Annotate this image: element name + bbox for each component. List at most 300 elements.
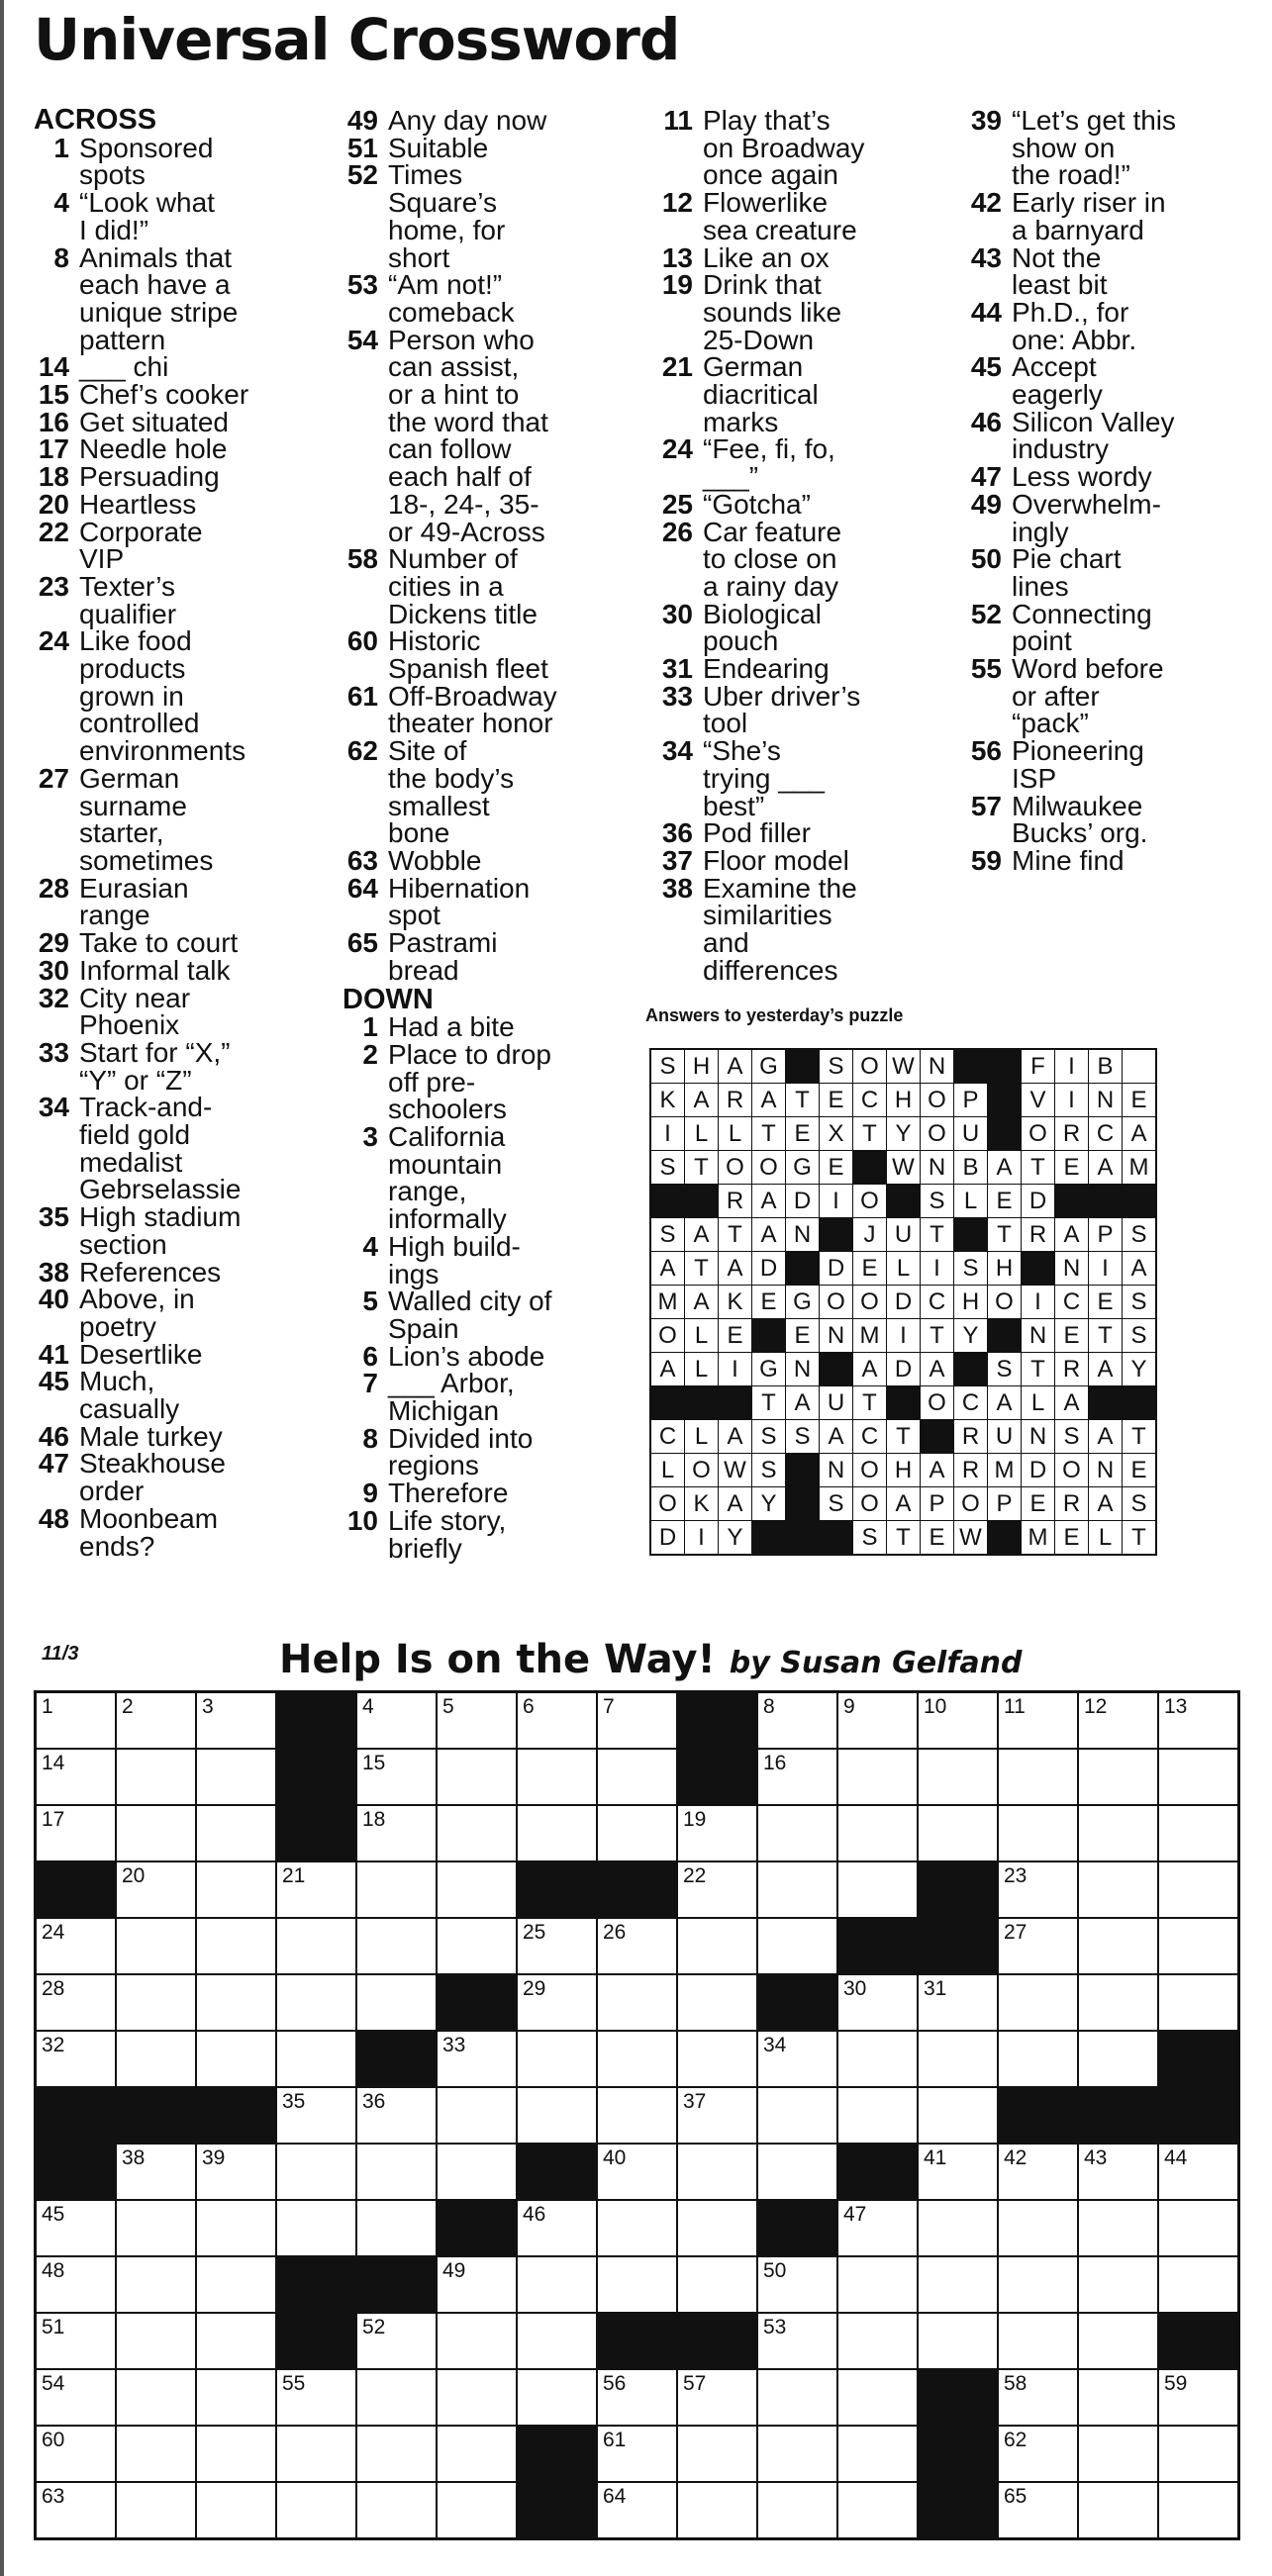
grid-cell[interactable] bbox=[837, 2369, 918, 2426]
black-square bbox=[918, 1861, 998, 1918]
answer-letter: S bbox=[988, 1353, 1022, 1386]
cell-number: 44 bbox=[1164, 2147, 1188, 2169]
grid-cell[interactable] bbox=[36, 2482, 117, 2539]
grid-cell[interactable] bbox=[757, 2369, 837, 2426]
answer-letter: G bbox=[752, 1049, 786, 1084]
grid-cell[interactable] bbox=[1158, 2426, 1239, 2482]
grid-cell[interactable] bbox=[356, 1805, 437, 1861]
grid-cell[interactable] bbox=[998, 2369, 1078, 2426]
grid-cell[interactable] bbox=[677, 2426, 757, 2482]
grid-row bbox=[36, 2144, 1239, 2200]
grid-cell[interactable] bbox=[1158, 1861, 1239, 1918]
grid-cell[interactable] bbox=[356, 2369, 437, 2426]
grid-cell[interactable] bbox=[196, 1692, 276, 1750]
grid-cell[interactable] bbox=[757, 2144, 837, 2200]
answer-letter: E bbox=[1123, 1084, 1157, 1117]
grid-cell[interactable] bbox=[276, 2031, 356, 2087]
black-square bbox=[998, 2087, 1078, 2144]
grid-cell[interactable] bbox=[677, 1805, 757, 1861]
answer-black-square bbox=[752, 1319, 786, 1353]
grid-cell[interactable] bbox=[918, 1805, 998, 1861]
clue-number: 52 bbox=[346, 159, 378, 191]
grid-cell[interactable] bbox=[998, 2482, 1078, 2539]
answer-letter: N bbox=[1089, 1454, 1123, 1487]
grid-cell[interactable] bbox=[517, 2087, 597, 2144]
grid-cell[interactable] bbox=[1078, 1805, 1158, 1861]
grid-cell[interactable] bbox=[356, 1974, 437, 2031]
grid-cell[interactable] bbox=[196, 2313, 276, 2369]
cell-number: 32 bbox=[42, 2034, 65, 2056]
cell-number: 26 bbox=[603, 1921, 627, 1944]
grid-cell[interactable] bbox=[116, 2482, 196, 2539]
answer-letter: S bbox=[752, 1454, 786, 1487]
grid-row bbox=[36, 2426, 1239, 2482]
grid-cell[interactable] bbox=[837, 2031, 918, 2087]
clue-text: Flowerlike sea creature bbox=[703, 187, 857, 245]
clue-text: Number of cities in a Dickens title bbox=[388, 543, 538, 629]
cell-number: 48 bbox=[42, 2259, 65, 2282]
grid-cell[interactable] bbox=[837, 2313, 918, 2369]
answers-row bbox=[650, 1117, 1156, 1151]
answer-letter: N bbox=[1055, 1252, 1089, 1286]
grid-cell[interactable] bbox=[276, 2426, 356, 2482]
answer-black-square bbox=[988, 1084, 1022, 1117]
answer-letter: R bbox=[954, 1420, 988, 1454]
grid-cell[interactable] bbox=[757, 2087, 837, 2144]
answer-black-square bbox=[988, 1521, 1022, 1556]
answers-row bbox=[650, 1185, 1156, 1218]
grid-cell[interactable] bbox=[998, 2313, 1078, 2369]
clue-item bbox=[966, 189, 1263, 243]
grid-cell[interactable] bbox=[677, 1918, 757, 1974]
grid-cell[interactable] bbox=[36, 2031, 117, 2087]
grid-cell[interactable] bbox=[196, 1861, 276, 1918]
grid-cell[interactable] bbox=[597, 2426, 677, 2482]
grid-cell[interactable] bbox=[437, 2087, 517, 2144]
grid-cell[interactable] bbox=[36, 2256, 117, 2313]
grid-cell[interactable] bbox=[1078, 2256, 1158, 2313]
grid-cell[interactable] bbox=[276, 1861, 356, 1918]
grid-cell[interactable] bbox=[196, 1749, 276, 1805]
answer-black-square bbox=[887, 1185, 921, 1218]
clue-number: 25 bbox=[661, 488, 693, 520]
grid-cell[interactable] bbox=[517, 1918, 597, 1974]
grid-cell[interactable] bbox=[1158, 2482, 1239, 2539]
grid-cell[interactable] bbox=[757, 1861, 837, 1918]
grid-cell[interactable] bbox=[356, 2087, 437, 2144]
grid-cell[interactable] bbox=[36, 1692, 117, 1750]
grid-cell[interactable] bbox=[837, 2426, 918, 2482]
clue-text: Moonbeam ends? bbox=[79, 1502, 219, 1562]
grid-cell[interactable] bbox=[356, 1749, 437, 1805]
grid-cell[interactable] bbox=[196, 1805, 276, 1861]
answers-row bbox=[650, 1420, 1156, 1454]
grid-cell[interactable] bbox=[437, 2313, 517, 2369]
grid-cell[interactable] bbox=[597, 1749, 677, 1805]
grid-cell[interactable] bbox=[437, 2031, 517, 2087]
clue-number: 6 bbox=[362, 1340, 378, 1372]
grid-cell[interactable] bbox=[517, 2031, 597, 2087]
clue-item bbox=[342, 844, 639, 876]
grid-cell[interactable] bbox=[677, 2256, 757, 2313]
grid-cell[interactable] bbox=[116, 2426, 196, 2482]
cell-number: 16 bbox=[763, 1752, 787, 1774]
grid-cell[interactable] bbox=[196, 2482, 276, 2539]
grid-cell[interactable] bbox=[998, 2256, 1078, 2313]
answer-letter: R bbox=[719, 1084, 752, 1117]
answer-letter: A bbox=[752, 1218, 786, 1252]
answer-black-square bbox=[650, 1185, 685, 1218]
clue-item bbox=[657, 598, 954, 657]
answer-letter: C bbox=[954, 1386, 988, 1420]
grid-cell[interactable] bbox=[757, 2313, 837, 2369]
grid-cell[interactable] bbox=[1158, 2200, 1239, 2256]
grid-cell[interactable] bbox=[998, 1861, 1078, 1918]
grid-cell[interactable] bbox=[356, 2482, 437, 2539]
answer-letter: A bbox=[650, 1252, 685, 1286]
grid-cell[interactable] bbox=[36, 2369, 117, 2426]
answer-letter: K bbox=[719, 1286, 752, 1319]
cell-number: 60 bbox=[42, 2429, 65, 2451]
grid-cell[interactable] bbox=[276, 1918, 356, 1974]
grid-cell[interactable] bbox=[1158, 1974, 1239, 2031]
black-square bbox=[356, 2256, 437, 2313]
answer-black-square bbox=[1089, 1185, 1123, 1218]
grid-cell[interactable] bbox=[597, 2369, 677, 2426]
grid-cell[interactable] bbox=[116, 2144, 196, 2200]
grid-cell[interactable] bbox=[597, 2087, 677, 2144]
grid-cell[interactable] bbox=[517, 2369, 597, 2426]
grid-cell[interactable] bbox=[116, 2031, 196, 2087]
grid-cell[interactable] bbox=[757, 2256, 837, 2313]
grid-cell[interactable] bbox=[757, 2482, 837, 2539]
grid-cell[interactable] bbox=[597, 2031, 677, 2087]
clue-item bbox=[342, 1504, 639, 1564]
clue-item bbox=[342, 107, 639, 135]
clue-column-2 bbox=[342, 107, 639, 1562]
grid-cell[interactable] bbox=[597, 1974, 677, 2031]
grid-cell[interactable] bbox=[517, 2256, 597, 2313]
clue-number: 41 bbox=[38, 1338, 69, 1370]
grid-cell[interactable] bbox=[116, 1974, 196, 2031]
grid-cell[interactable] bbox=[1078, 1692, 1158, 1750]
answer-letter: D bbox=[786, 1185, 820, 1218]
grid-cell[interactable] bbox=[356, 1918, 437, 1974]
grid-cell[interactable] bbox=[437, 1692, 517, 1750]
answer-letter: T bbox=[1022, 1151, 1055, 1185]
grid-cell[interactable] bbox=[437, 2482, 517, 2539]
cell-number: 43 bbox=[1084, 2147, 1108, 2169]
grid-cell[interactable] bbox=[597, 2482, 677, 2539]
answer-letter: A bbox=[685, 1084, 719, 1117]
grid-cell[interactable] bbox=[517, 1974, 597, 2031]
grid-cell[interactable] bbox=[1078, 1918, 1158, 1974]
grid-cell[interactable] bbox=[196, 1918, 276, 1974]
grid-cell[interactable] bbox=[597, 2200, 677, 2256]
grid-cell[interactable] bbox=[677, 1974, 757, 2031]
grid-cell[interactable] bbox=[1158, 2144, 1239, 2200]
grid-cell[interactable] bbox=[998, 2031, 1078, 2087]
grid-cell[interactable] bbox=[36, 2313, 117, 2369]
grid-cell[interactable] bbox=[837, 2200, 918, 2256]
grid-cell[interactable] bbox=[437, 1749, 517, 1805]
grid-cell[interactable] bbox=[918, 1692, 998, 1750]
grid-cell[interactable] bbox=[356, 1692, 437, 1750]
grid-cell[interactable] bbox=[1078, 2369, 1158, 2426]
grid-cell[interactable] bbox=[36, 2426, 117, 2482]
grid-cell[interactable] bbox=[998, 1805, 1078, 1861]
grid-cell[interactable] bbox=[918, 1749, 998, 1805]
answer-letter: D bbox=[1022, 1185, 1055, 1218]
grid-cell[interactable] bbox=[517, 1749, 597, 1805]
grid-cell[interactable] bbox=[597, 2144, 677, 2200]
answer-letter: D bbox=[887, 1353, 921, 1386]
grid-cell[interactable] bbox=[276, 1974, 356, 2031]
grid-cell[interactable] bbox=[998, 2200, 1078, 2256]
clue-number: 45 bbox=[38, 1366, 69, 1397]
answer-letter: G bbox=[752, 1353, 786, 1386]
grid-cell[interactable] bbox=[36, 1974, 117, 2031]
grid-cell[interactable] bbox=[837, 1692, 918, 1750]
grid-cell[interactable] bbox=[356, 2144, 437, 2200]
answer-letter: S bbox=[820, 1049, 853, 1084]
answer-letter: C bbox=[650, 1420, 685, 1454]
grid-cell[interactable] bbox=[517, 1805, 597, 1861]
grid-cell[interactable] bbox=[837, 1749, 918, 1805]
grid-cell[interactable] bbox=[437, 2144, 517, 2200]
answer-letter: I bbox=[719, 1353, 752, 1386]
clue-item bbox=[34, 1502, 321, 1562]
answer-letter: S bbox=[1055, 1420, 1089, 1454]
grid-cell[interactable] bbox=[1158, 1692, 1239, 1750]
grid-cell[interactable] bbox=[837, 2087, 918, 2144]
grid-cell[interactable] bbox=[437, 1805, 517, 1861]
answer-letter: P bbox=[1089, 1218, 1123, 1252]
grid-cell[interactable] bbox=[677, 2144, 757, 2200]
grid-cell[interactable] bbox=[677, 2482, 757, 2539]
answer-letter: A bbox=[685, 1218, 719, 1252]
grid-cell[interactable] bbox=[1078, 2144, 1158, 2200]
grid-cell[interactable] bbox=[116, 2369, 196, 2426]
clue-text: Milwaukee Bucks’ org. bbox=[1012, 790, 1148, 849]
grid-cell[interactable] bbox=[116, 1918, 196, 1974]
grid-cell[interactable] bbox=[196, 1974, 276, 2031]
grid-cell[interactable] bbox=[677, 2031, 757, 2087]
answer-letter: D bbox=[1022, 1454, 1055, 1487]
grid-cell[interactable] bbox=[517, 2313, 597, 2369]
clue-text: Chef’s cooker bbox=[79, 379, 249, 411]
answer-letter: V bbox=[1022, 1084, 1055, 1117]
grid-cell[interactable] bbox=[356, 1861, 437, 1918]
clue-item bbox=[966, 406, 1263, 465]
grid-cell[interactable] bbox=[757, 2426, 837, 2482]
grid-cell[interactable] bbox=[998, 1692, 1078, 1750]
clue-number: 8 bbox=[362, 1422, 378, 1454]
clue-text: Corporate VIP bbox=[79, 516, 203, 575]
clue-text: Steakhouse order bbox=[79, 1448, 226, 1507]
answer-letter: E bbox=[719, 1319, 752, 1353]
grid-cell[interactable] bbox=[998, 1749, 1078, 1805]
answer-letter: O bbox=[853, 1454, 887, 1487]
grid-cell[interactable] bbox=[356, 2313, 437, 2369]
cell-number: 12 bbox=[1084, 1695, 1108, 1718]
clue-item bbox=[342, 1368, 639, 1427]
puzzle-title-text: Help Is on the Way! bbox=[279, 1637, 716, 1682]
grid-cell[interactable] bbox=[677, 2200, 757, 2256]
grid-cell[interactable] bbox=[276, 2200, 356, 2256]
clue-text: Animals that each have a unique stripe pattern bbox=[79, 241, 239, 355]
grid-cell[interactable] bbox=[918, 1974, 998, 2031]
cell-number: 52 bbox=[362, 2316, 386, 2338]
grid-cell[interactable] bbox=[116, 1861, 196, 1918]
grid-cell[interactable] bbox=[276, 2482, 356, 2539]
grid-cell[interactable] bbox=[918, 2256, 998, 2313]
clue-number: 57 bbox=[970, 790, 1002, 821]
grid-cell[interactable] bbox=[437, 2369, 517, 2426]
clue-item bbox=[34, 954, 321, 986]
grid-cell[interactable] bbox=[998, 1974, 1078, 2031]
clue-number: 40 bbox=[38, 1284, 69, 1315]
clue-text: Hibernation spot bbox=[388, 872, 531, 931]
grid-cell[interactable] bbox=[196, 2200, 276, 2256]
grid-cell[interactable] bbox=[677, 2369, 757, 2426]
clue-text: High stadium section bbox=[79, 1201, 242, 1260]
grid-cell[interactable] bbox=[437, 1861, 517, 1918]
grid-cell[interactable] bbox=[1158, 1918, 1239, 1974]
answer-letter: N bbox=[786, 1353, 820, 1386]
grid-cell[interactable] bbox=[196, 2031, 276, 2087]
answer-letter: H bbox=[887, 1084, 921, 1117]
grid-cell[interactable] bbox=[837, 2482, 918, 2539]
clue-text: Above, in poetry bbox=[79, 1284, 195, 1342]
grid-cell[interactable] bbox=[356, 2200, 437, 2256]
grid-cell[interactable] bbox=[116, 1805, 196, 1861]
answer-letter: H bbox=[685, 1049, 719, 1084]
answer-letter: A bbox=[786, 1386, 820, 1420]
grid-cell[interactable] bbox=[437, 2426, 517, 2482]
grid-cell[interactable] bbox=[918, 2313, 998, 2369]
grid-cell[interactable] bbox=[1158, 1805, 1239, 1861]
grid-cell[interactable] bbox=[116, 2256, 196, 2313]
grid-cell[interactable] bbox=[837, 1974, 918, 2031]
grid-cell[interactable] bbox=[677, 2087, 757, 2144]
grid-cell[interactable] bbox=[1078, 2482, 1158, 2539]
grid-cell[interactable] bbox=[837, 2256, 918, 2313]
clue-number: 53 bbox=[346, 269, 378, 301]
grid-cell[interactable] bbox=[757, 1805, 837, 1861]
grid-cell[interactable] bbox=[517, 1692, 597, 1750]
grid-cell[interactable] bbox=[116, 1692, 196, 1750]
clue-text: Car feature to close on a rainy day bbox=[703, 516, 842, 602]
clue-text: Times Square’s home, for short bbox=[388, 159, 506, 273]
cell-number: 34 bbox=[763, 2034, 787, 2056]
answer-letter: H bbox=[988, 1252, 1022, 1286]
answer-black-square bbox=[1022, 1252, 1055, 1286]
clue-text: Ph.D., for one: Abbr. bbox=[1012, 296, 1137, 355]
answer-black-square bbox=[820, 1218, 853, 1252]
grid-cell[interactable] bbox=[36, 1918, 117, 1974]
grid-cell[interactable] bbox=[1158, 2369, 1239, 2426]
grid-cell[interactable] bbox=[757, 1918, 837, 1974]
grid-cell[interactable] bbox=[356, 2426, 437, 2482]
answer-letter: L bbox=[954, 1185, 988, 1218]
grid-cell[interactable] bbox=[196, 2256, 276, 2313]
grid-cell[interactable] bbox=[276, 2144, 356, 2200]
grid-cell[interactable] bbox=[1078, 2031, 1158, 2087]
clue-item bbox=[657, 680, 954, 739]
clue-item bbox=[342, 872, 639, 931]
grid-cell[interactable] bbox=[918, 2144, 998, 2200]
grid-cell[interactable] bbox=[757, 1692, 837, 1750]
grid-cell[interactable] bbox=[276, 2087, 356, 2144]
grid-cell[interactable] bbox=[677, 1861, 757, 1918]
answer-letter: I bbox=[921, 1252, 954, 1286]
grid-cell[interactable] bbox=[36, 1805, 117, 1861]
grid-cell[interactable] bbox=[1078, 2426, 1158, 2482]
grid-cell[interactable] bbox=[597, 1692, 677, 1750]
grid-cell[interactable] bbox=[36, 1749, 117, 1805]
grid-cell[interactable] bbox=[998, 2144, 1078, 2200]
grid-cell[interactable] bbox=[517, 2200, 597, 2256]
grid-cell[interactable] bbox=[1078, 2200, 1158, 2256]
grid-cell[interactable] bbox=[196, 2144, 276, 2200]
black-square bbox=[36, 1861, 117, 1918]
clue-text: “She’s trying ___ best” bbox=[703, 735, 825, 821]
grid-cell[interactable] bbox=[998, 2426, 1078, 2482]
grid-cell[interactable] bbox=[918, 2087, 998, 2144]
grid-cell[interactable] bbox=[196, 2369, 276, 2426]
grid-cell[interactable] bbox=[116, 1749, 196, 1805]
grid-cell[interactable] bbox=[1078, 1861, 1158, 1918]
clue-text: Had a bite bbox=[388, 1011, 515, 1043]
clue-number: 30 bbox=[38, 954, 69, 986]
grid-cell[interactable] bbox=[437, 1918, 517, 1974]
grid-cell[interactable] bbox=[597, 1805, 677, 1861]
answer-letter: A bbox=[988, 1151, 1022, 1185]
answers-row bbox=[650, 1386, 1156, 1420]
clue-text: Suitable bbox=[388, 132, 489, 163]
grid-cell[interactable] bbox=[597, 2256, 677, 2313]
grid-cell[interactable] bbox=[196, 2426, 276, 2482]
clue-text: Historic Spanish fleet bbox=[388, 625, 548, 685]
grid-cell[interactable] bbox=[1078, 1974, 1158, 2031]
grid-cell[interactable] bbox=[597, 1918, 677, 1974]
grid-cell[interactable] bbox=[998, 1918, 1078, 1974]
grid-cell[interactable] bbox=[116, 2313, 196, 2369]
grid-cell[interactable] bbox=[1158, 1749, 1239, 1805]
grid-cell[interactable] bbox=[1158, 2256, 1239, 2313]
answer-letter: P bbox=[921, 1487, 954, 1521]
grid-cell[interactable] bbox=[918, 2031, 998, 2087]
grid-cell[interactable] bbox=[918, 2200, 998, 2256]
grid-cell[interactable] bbox=[837, 1805, 918, 1861]
grid-cell[interactable] bbox=[757, 1749, 837, 1805]
grid-cell[interactable] bbox=[437, 2256, 517, 2313]
grid-cell[interactable] bbox=[837, 1861, 918, 1918]
grid-cell[interactable] bbox=[36, 2200, 117, 2256]
answer-letter: D bbox=[887, 1286, 921, 1319]
grid-cell[interactable] bbox=[1078, 2313, 1158, 2369]
grid-cell[interactable] bbox=[757, 2031, 837, 2087]
answer-letter: U bbox=[820, 1386, 853, 1420]
grid-cell[interactable] bbox=[276, 2369, 356, 2426]
answer-letter: A bbox=[988, 1386, 1022, 1420]
puzzle-date: 11/3 bbox=[42, 1643, 79, 1665]
answer-letter: A bbox=[921, 1353, 954, 1386]
answer-letter: A bbox=[719, 1252, 752, 1286]
grid-cell[interactable] bbox=[1078, 1749, 1158, 1805]
grid-cell[interactable] bbox=[116, 2200, 196, 2256]
